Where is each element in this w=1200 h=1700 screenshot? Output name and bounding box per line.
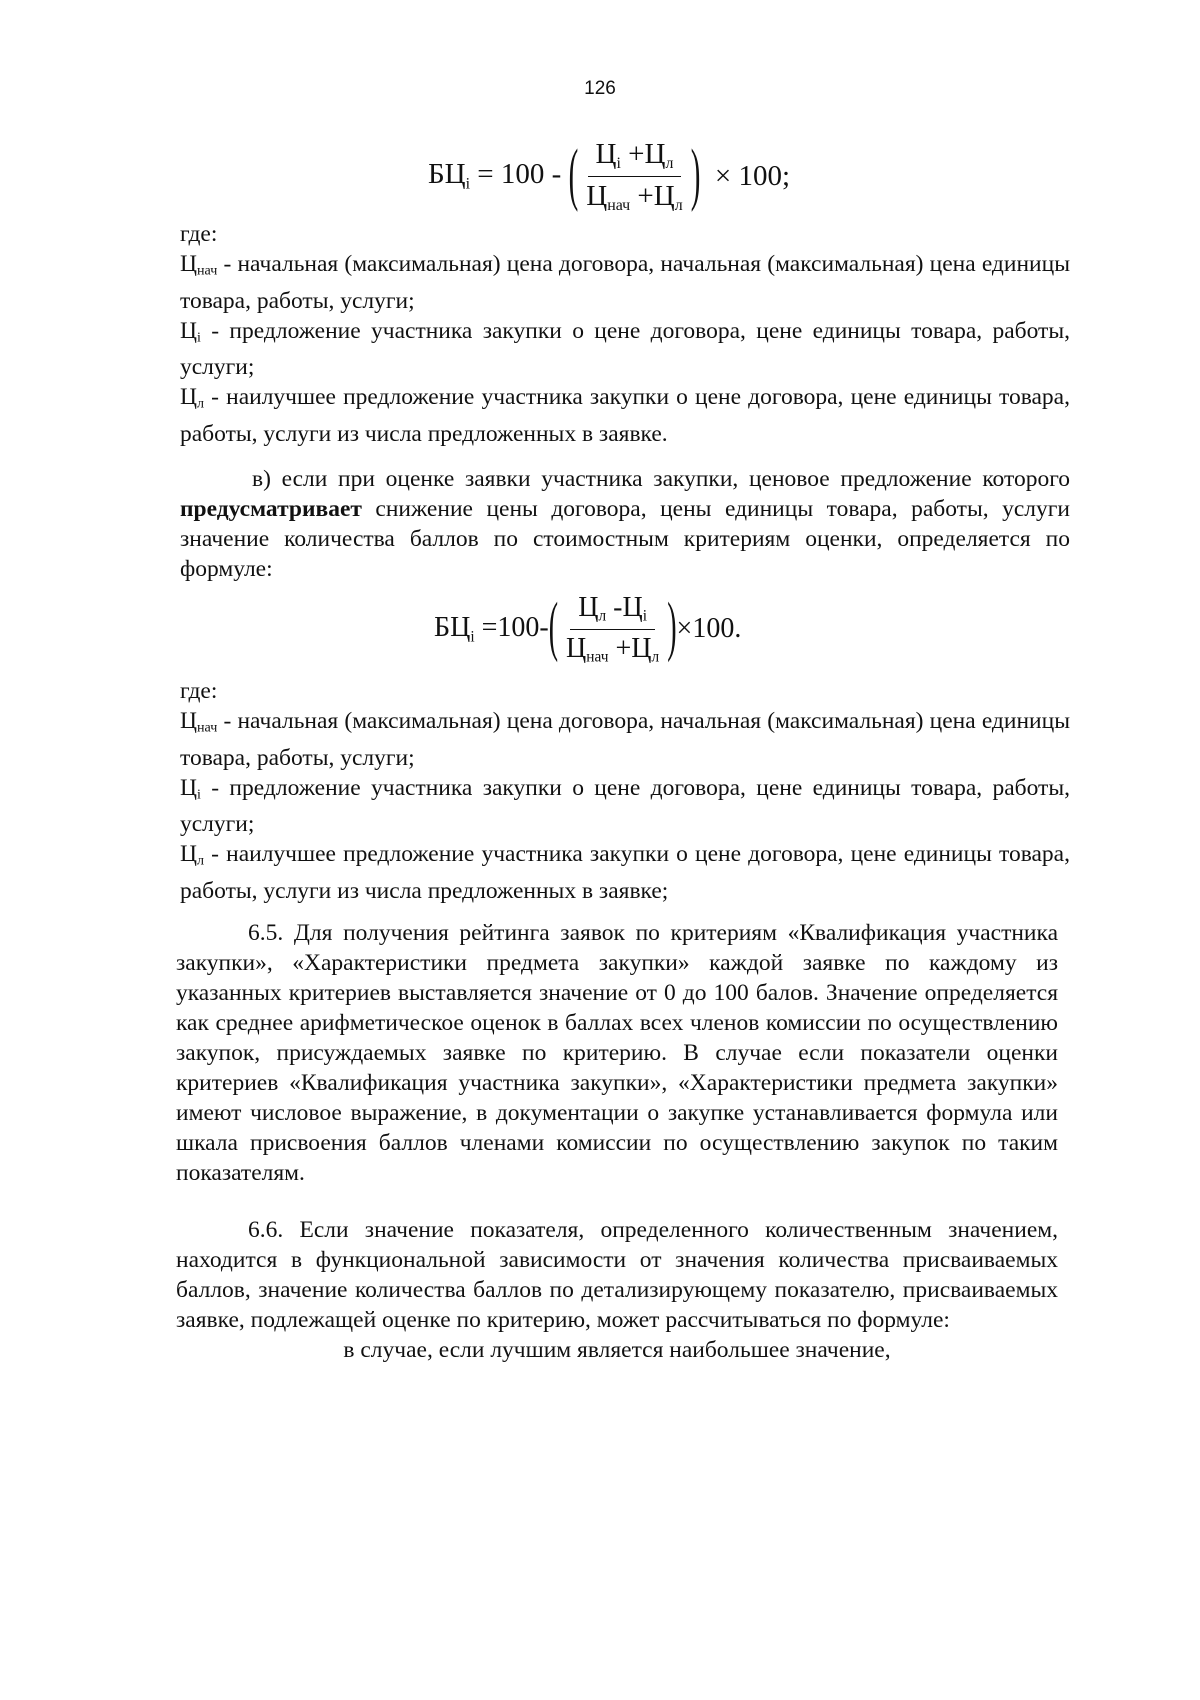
definition-best-offer: $Ц_л$ - наилучшее предложение участника закупки о цене договора, цене единицы товара, работы, услуги из числа предложенных в заявке. — [180, 384, 1070, 447]
fraction-denominator: $Ц_{нач} +Ц_л$ — [586, 179, 683, 214]
definition-start-price: $Ц_{нач}$ - начальная (максимальная) цена договора, начальная (максимальная) цена единицы товара, работы, услуги; — [180, 251, 1070, 314]
paragraph-6-5: 6.5. Для получения рейтинга заявок по критериям «Квалификация участника закупки», «Характеристики предмета закупки» каждой заявке по каждому из указанных критериев выставляется значение от 0 до 100 балов. Значение определяется как среднее арифметическое оценок в баллах всех членов комиссии по осуществлению закупок, присуждаемых заявке по критерию. В случае если показатели оценки критериев «Квалификация участника закупки», «Характеристики предмета закупки» имеют числовое выражение, в документации о закупке устанавливается формула или шкала присвоения баллов членами комиссии по осуществлению закупок по таким показателям. — [176, 920, 1058, 1186]
where-label: где: — [180, 221, 218, 247]
right-parenthesis: ) — [690, 136, 701, 214]
formula-rhs: × 100; — [714, 159, 791, 192]
fraction-numerator: $Ц_л$ $-Ц_i$ — [570, 592, 655, 630]
definition-participant-offer: $Ц_i$ - предложение участника закупки о цене договора, цене единицы товара, работы, услуги; — [180, 774, 1070, 838]
paragraph-v: в) если при оценке заявки участника закупки, ценовое предложение которого предусматривает снижение цены договора, цены единицы товара, работы, услуги значение количества баллов по стоимостным критериям оценки, определяется по формуле: — [180, 466, 1070, 582]
formula-lhs: $БЦ_i = 100$ - — [428, 158, 562, 194]
where-label: где: — [180, 678, 218, 704]
definition-best-offer: $Ц_л$ - наилучшее предложение участника закупки о цене договора, цене единицы товара, работы, услуги из числа предложенных в заявке; — [180, 841, 1070, 904]
left-parenthesis: ( — [548, 590, 559, 666]
definitions-block-1 — [180, 219, 1070, 449]
formula-score-decrease — [434, 592, 741, 666]
fraction — [558, 592, 667, 666]
paragraph-6-6: 6.6. Если значение показателя, определенного количественным значением, находится в функциональной зависимости от значения количества присваиваемых баллов, значение количества баллов по детализирующему показателю, присваиваемых заявке, подлежащей оценке по критерию, может рассчитываться по формуле: — [176, 1217, 1058, 1333]
formula-score-increase — [428, 138, 790, 215]
definition-participant-offer: $Ц_i$ - предложение участника закупки о цене договора, цене единицы товара, работы, услуги; — [180, 317, 1070, 381]
definition-start-price: $Ц_{нач}$ - начальная (максимальная) цена договора, начальная (максимальная) цена единицы товара, работы, услуги; — [180, 708, 1070, 771]
fraction — [578, 138, 690, 215]
fraction-numerator: $Ц_i +Ц_л$ — [588, 138, 682, 177]
closing-line: в случае, если лучшим является наибольшее значение, — [343, 1337, 891, 1363]
formula-rhs: ×100. — [676, 613, 742, 645]
formula-lhs: $БЦ_i =100-$ — [434, 611, 549, 646]
left-parenthesis: ( — [568, 136, 579, 214]
bold-term: предусматривает — [180, 496, 362, 522]
right-parenthesis: ) — [667, 590, 677, 666]
definitions-block-2 — [180, 676, 1070, 906]
fraction-denominator: $Ц_{нач} +Ц_л$ — [566, 632, 660, 666]
page-number: 126 — [584, 78, 616, 99]
